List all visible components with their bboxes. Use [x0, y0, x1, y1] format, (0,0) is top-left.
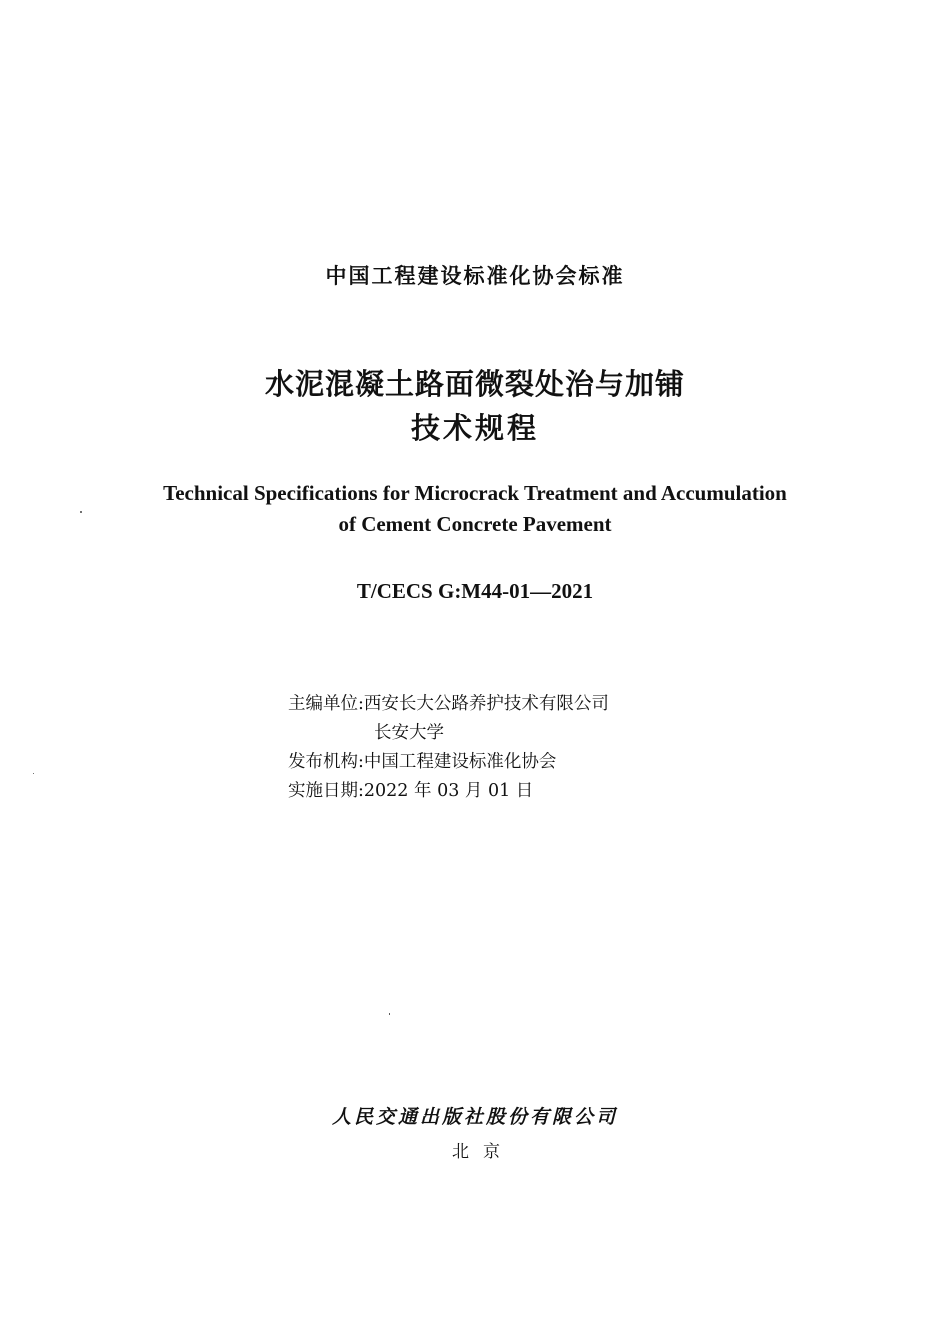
scan-speck — [389, 1013, 390, 1015]
english-title-line-1: Technical Specifications for Microcrack Treatment and Accumulation — [163, 481, 787, 505]
scan-speck — [33, 773, 34, 774]
chinese-title — [0, 364, 950, 448]
editor-unit-2: 长安大学 — [374, 723, 444, 743]
editor-row — [288, 690, 609, 719]
editor-row-2 — [288, 719, 609, 748]
issuer-label: 发布机构: — [288, 752, 364, 772]
english-title — [0, 478, 950, 540]
chinese-title-line-1: 水泥混凝土路面微裂处治与加铺 — [264, 367, 685, 401]
issuer-name: 中国工程建设标准化协会 — [363, 752, 557, 772]
standard-code: T/CECS G:M44-01—2021 — [356, 579, 594, 603]
publisher-name: 人民交通出版社股份有限公司 — [331, 1106, 618, 1128]
effective-date: 2022 年 03 月 01 日 — [363, 781, 534, 801]
chinese-title-line-2: 技术规程 — [410, 411, 539, 445]
issuer-row — [288, 748, 609, 777]
date-label: 实施日期: — [288, 781, 364, 801]
date-row — [288, 777, 609, 806]
editor-unit-1: 西安长大公路养护技术有限公司 — [363, 694, 609, 714]
publisher-city: 北京 — [452, 1142, 514, 1162]
editor-label: 主编单位: — [288, 694, 364, 714]
series-label: 中国工程建设标准化协会标准 — [325, 264, 625, 288]
english-title-line-2: of Cement Concrete Pavement — [338, 512, 612, 536]
publication-info — [288, 690, 609, 806]
scan-speck — [80, 511, 82, 513]
